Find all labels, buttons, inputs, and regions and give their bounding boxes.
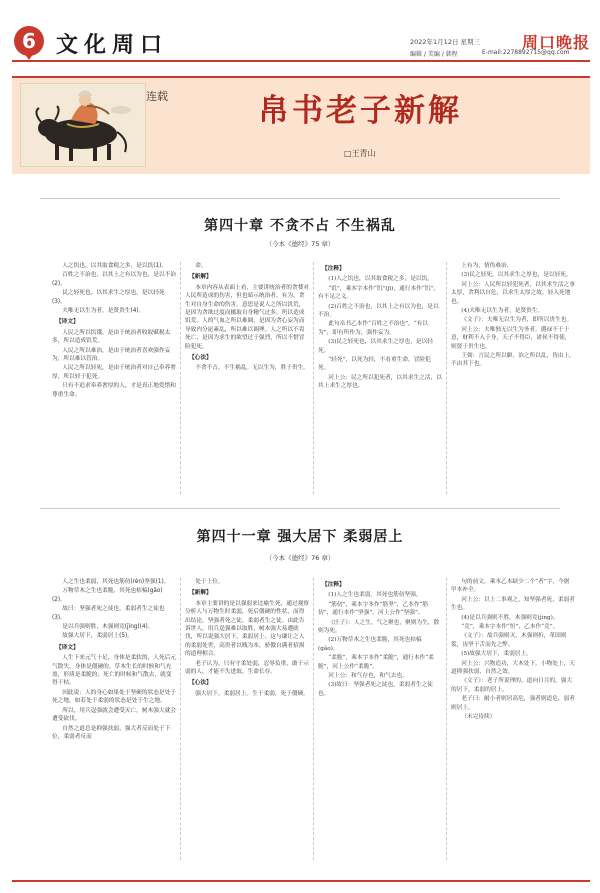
page-number-badge: 6 [14, 26, 44, 56]
section-title: 文化周口 [56, 32, 169, 58]
laozi-ox-painting [20, 83, 146, 167]
paragraph: “竞”，乘本字本作“恒”，乙本作“竞”。 [461, 624, 559, 631]
paragraph: 河上公：夫唯独无以生为务者，爵禄不干于意，财利不入于身，天子不得臣，诸侯不得使，则贤于贵生也。 [451, 326, 571, 350]
subheading: 【新解】 [189, 590, 212, 597]
column-separator [180, 578, 181, 860]
paragraph: 故曰：坚强者死之徒也，柔弱者生之徒也(3)。 [52, 606, 165, 621]
subheading: 【注释】 [322, 582, 345, 588]
paragraph: 不贪不占，不生祸乱。无以生为，胜于贵生。 [195, 365, 309, 372]
paragraph: 夫唯无以生为者，是贤贵生(4)。 [62, 308, 145, 315]
paragraph: 命。 [195, 263, 207, 269]
subheading: 【心法】 [189, 680, 212, 687]
chapter-41-reference: （今本《德经》76 章） [265, 554, 335, 562]
column-separator [446, 262, 447, 494]
chapter-40-reference: （今本《德经》75 章） [265, 240, 335, 248]
paragraph: 河上公：和气存也，和气去也。 [328, 673, 408, 680]
paragraph: （未完待续） [461, 714, 496, 721]
chapter-41-column-1 [52, 578, 176, 860]
chapter-41-title: 第四十一章 强大居下 柔弱居上 [196, 529, 404, 545]
contact-email: E-mail:2278892715@qq.com [482, 49, 570, 56]
paragraph: 老子曰：耐小者则居高危，强者则道危，弱者则居上。 [451, 696, 575, 711]
paragraph: 本章内容从表面上看，主要讲统治者的贪婪对人民所造成的伤害，但也暗示统治者，有为、贪生对自身生命的伤害。意思是说人之所以饥荒，是因为贪欲过度而摄取自身精气过多，所以造成饥荒。人的气血之所以难调，是因为贪心妄为而导致内分泌紊乱，所以难以调理。人之所以不畏死亡，是因为求生的欲望过于强烈，所以不惜冒险犯死。 [185, 284, 309, 350]
paragraph: 此句帛书乙本作“百姓之不治也”，“有以为”，即有所作为，强作妄为。 [318, 321, 428, 336]
chapter-40-column-3 [318, 262, 442, 494]
chapter-41-column-4 [451, 578, 575, 860]
paragraph: (1)人之饥也，以其取食税之多，是以饥。 [328, 276, 433, 283]
paragraph: 河上公：民之所以犯死者，以其求生之活，以其上求生之厚也。 [318, 374, 442, 390]
paragraph: 河上公：人民所以轻犯死者，以其求生活之事太厚，贪利以自危，以求生太厚之故，轻入死地也。 [451, 281, 575, 305]
chapter-41-column-2 [185, 578, 309, 860]
chapter-divider [40, 508, 560, 509]
paragraph: “饥”，乘本字本作“饥”(jī)，通行本作“饥”，有不足之义。 [318, 285, 440, 301]
chapter-divider [40, 198, 560, 199]
paragraph: 人民之所以饥饿，是由于统治者收取赋税太多，所以造成饥荒。 [52, 329, 171, 345]
paragraph: 因此说：人的身心如果处于坚硬的状态是处于死之地，如若处于柔弱的状态是处于生之地。 [52, 689, 176, 705]
paragraph: 《庄子》：人之生，气之聚也，聚则为生，散则为死。 [318, 619, 440, 635]
paragraph: 河上公：以上二事观之，知坚强者死，柔弱者生也。 [451, 596, 575, 612]
article-title: 帛书老子新解 [258, 93, 462, 129]
paragraph: 《文子》：老子所说理的，道向日月的，强大的居下，柔弱的居上。 [451, 678, 573, 693]
paragraph: 人之饥也，以其取食税之多，是以饥(1)。 [62, 263, 167, 269]
paragraph: 人民之所以难治，是由于统治者喜欢强作妄为，所以难以管治。 [52, 347, 171, 363]
column-separator [446, 578, 447, 860]
paragraph: 王弼：言民之所以僻，治之所以乱，皆由上，不由其下也。 [451, 353, 575, 368]
paragraph: 老子认为，只有守柔处弱，忍辱负重，敢于示弱的人，才能不失进取，生命长存。 [185, 660, 309, 676]
paragraph: (3)民之轻死，以其求生之厚也，是以轻死。 [461, 272, 572, 279]
paragraph: “轻死”，以死为轻，不看重生命，冒险犯死。 [318, 357, 431, 372]
paragraph: 《文子》：故兵强则灭，木强则折，革固则裂，齿坚于舌而先之弊。 [451, 633, 567, 648]
chapter-41-column-3 [318, 578, 442, 860]
paragraph: 百姓之不治也，以其上之有以为也，是以不治(2)。 [52, 272, 176, 287]
subheading: 【译文】 [56, 644, 79, 651]
paragraph: 人之生也柔弱，其死也筋仞(rèn)坚强(1)。 [62, 579, 170, 585]
chapter-40-title: 第四十章 不贪不占 不生祸乱 [204, 218, 396, 234]
paragraph: 民之轻死也，以其求生之厚也，是以轻死(3)。 [52, 290, 165, 305]
paragraph: 自然之道总是抑强扶弱，强大者反而处于下位，柔弱者反而 [52, 725, 171, 740]
subheading: 【新解】 [189, 274, 212, 281]
paragraph: (4)夫唯无以生为者，是贤贵生。 [461, 308, 544, 315]
author-name: 王青山 [351, 149, 376, 158]
paragraph: (3)故曰：坚强者死之徒也，柔弱者生之徒也。 [318, 682, 433, 697]
paragraph: (2)百姓之不治也，以其上之有以为也，是以不治。 [318, 303, 439, 319]
issue-date: 2022年1月12日 星期三 [410, 38, 481, 46]
paragraph: 强大居下，柔弱居上。生于柔弱，死于僵硬。 [195, 690, 309, 697]
chapter-40-column-4 [451, 262, 575, 494]
author-byline: □王青山 [344, 149, 376, 158]
page-number-pin-icon [22, 50, 36, 60]
paragraph: 只有不追求奉养奢厚的人，才是真正地爱惜和尊重生命。 [52, 383, 176, 398]
newspaper-masthead: 周口晚报 [522, 33, 591, 52]
paragraph: 河上公：兴物造功，大木处下，小物处上，天道抑强扶弱，自然之效。 [451, 660, 575, 676]
subheading: 【注释】 [322, 266, 345, 272]
paragraph: 上有为，情伪难治。 [461, 263, 513, 269]
subheading: 【心法】 [189, 355, 212, 362]
paragraph: (2)万物草木之生也柔脆，其死也枯槁(gǎo)。 [318, 637, 422, 652]
paragraph: 人生下来元气十足，身体是柔软的，人死后元气散失，身体是僵硬的。草木生长的时候和气充盈，形质是柔脆的；死亡的时候和气散去，就变得干枯。 [52, 655, 176, 687]
footer-divider [12, 880, 590, 882]
chapter-40-column-2 [185, 262, 309, 494]
column-separator [313, 578, 314, 860]
paragraph: (3)民之轻死也，以其求生之厚也，是以轻死。 [318, 339, 433, 354]
paragraph: 句的前文，乘本乙本缺少二个“者”字，今据甲本补全。 [451, 579, 570, 594]
column-separator [313, 262, 314, 494]
paragraph: “柔脆”，乘本字本作“柔脆”，通行本作“柔脆”，河上公作“柔脆”。 [318, 655, 434, 670]
serial-label: 连载 [146, 90, 168, 103]
paragraph: “筋仞”，乘本字本作“筋坚”，乙本作“筋仞”，通行本作“坚强”。河上公作“坚强”。 [318, 601, 429, 617]
header-divider [12, 60, 590, 62]
paragraph: 处于上位。 [195, 579, 224, 585]
paragraph: 本章主要讲的是以强弱来比喻生死，通过观察分析人与万物生时柔弱，死后僵硬的性状，而得出结论，坚强者死之徒，柔弱者生之徒。由此告诉世人，用兵逞强难以取胜，树木强大易遭砍伐，所以说强大居下，柔弱居上。这与谦让之人的柔弱处世，高贵者以贱为本，骄傲自满者招损的道理相合。 [185, 600, 309, 658]
paragraph: (1)人之生也柔弱，其死也筋仞坚强。 [328, 592, 422, 599]
paragraph: 《文子》：夫唯无以生为者，即所以贵生也。 [461, 317, 573, 324]
paragraph: 万物草木之生也柔脆，其死也枯槁(gǎo)(2)。 [52, 588, 163, 603]
page-header [0, 0, 600, 66]
column-separator [180, 262, 181, 494]
editor-credit: 编辑 / 美编 / 韩程 [410, 51, 458, 58]
chapter-40-column-1 [52, 262, 176, 494]
paragraph: 人民之所以轻死，是由于统治者对自己奉养奢厚，所以轻于犯死。 [52, 365, 176, 380]
paragraph: (5)故强大居下，柔弱居上。 [461, 651, 532, 658]
paragraph: 所以，用兵逞强就会遭受灭亡，树木强大就会遭受砍伐。 [52, 707, 176, 723]
paragraph: 故强大居下，柔弱居上(5)。 [62, 633, 133, 640]
subheading: 【译文】 [56, 319, 79, 326]
paragraph: (4)是以兵强则不胜，木强则竞(jìng)。 [461, 614, 559, 621]
paragraph: 是以兵强则胜，木强则竞(jìng)(4)。 [62, 624, 154, 631]
